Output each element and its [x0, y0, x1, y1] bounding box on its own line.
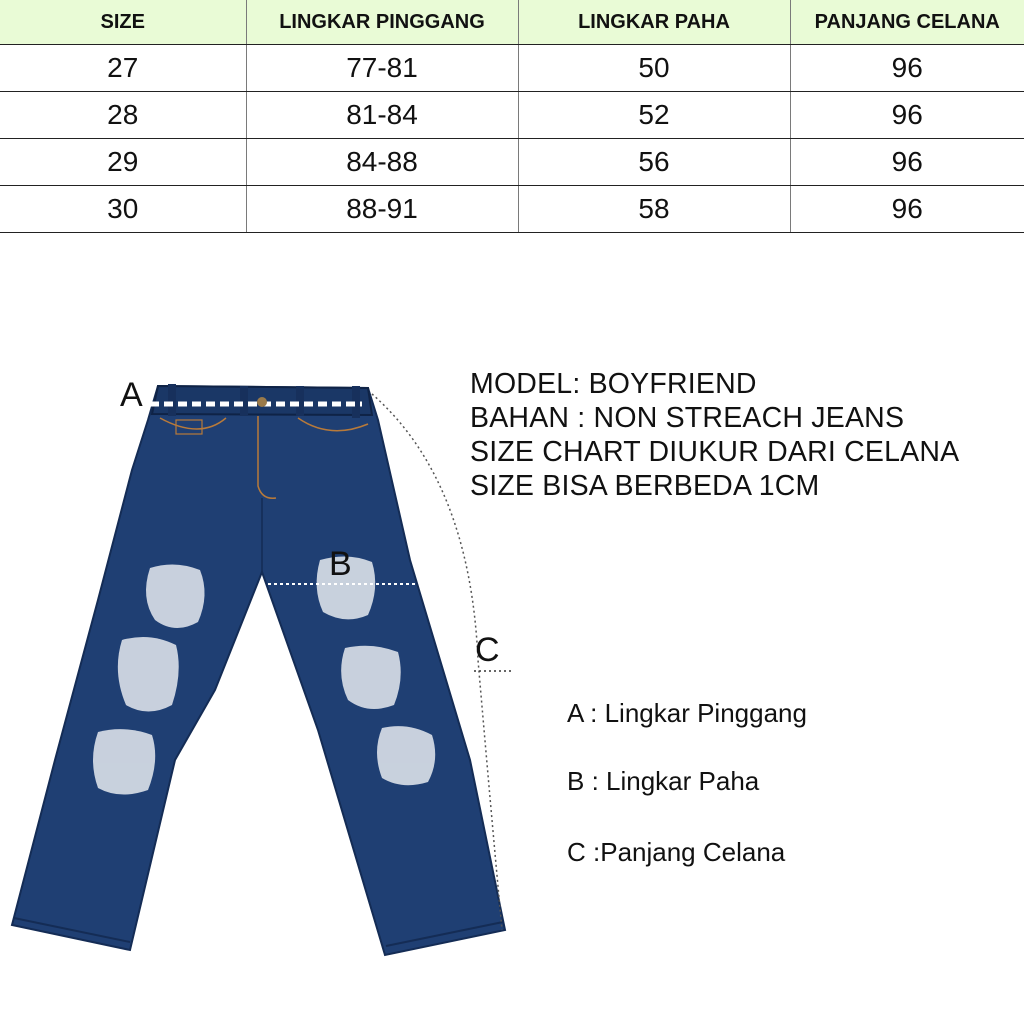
button-icon — [257, 397, 267, 407]
cell-thigh: 52 — [518, 92, 790, 139]
legend-item-b: B : Lingkar Paha — [567, 766, 760, 796]
jeans-illustration — [0, 360, 540, 980]
cell-thigh: 50 — [518, 45, 790, 92]
cell-waist: 84-88 — [246, 139, 518, 186]
table-row — [0, 186, 1024, 233]
info-material: BAHAN : NON STREACH JEANS — [470, 402, 905, 434]
cell-length: 96 — [790, 45, 1024, 92]
cell-waist: 88-91 — [246, 186, 518, 233]
cell-thigh: 58 — [518, 186, 790, 233]
info-size-tolerance: SIZE BISA BERBEDA 1CM — [470, 470, 820, 502]
marker-a: A — [120, 376, 143, 414]
header-lingkar-paha: LINGKAR PAHA — [518, 0, 790, 45]
size-chart-table — [0, 0, 1024, 233]
cell-waist: 81-84 — [246, 92, 518, 139]
cell-thigh: 56 — [518, 139, 790, 186]
cell-waist: 77-81 — [246, 45, 518, 92]
table-row — [0, 45, 1024, 92]
cell-size: 28 — [0, 92, 246, 139]
belt-loop — [296, 386, 304, 416]
cell-length: 96 — [790, 186, 1024, 233]
cell-length: 96 — [790, 92, 1024, 139]
product-info — [470, 367, 959, 503]
legend-item-c: C :Panjang Celana — [567, 837, 786, 867]
cell-size: 29 — [0, 139, 246, 186]
cell-length: 96 — [790, 139, 1024, 186]
info-model: MODEL: BOYFRIEND — [470, 368, 757, 400]
table-row — [0, 92, 1024, 139]
legend-item-a: A : Lingkar Pinggang — [567, 698, 807, 728]
belt-loop — [168, 384, 176, 416]
header-panjang-celana: PANJANG CELANA — [790, 0, 1024, 45]
table-row — [0, 139, 1024, 186]
header-size: SIZE — [0, 0, 246, 45]
info-measured-from: SIZE CHART DIUKUR DARI CELANA — [470, 436, 960, 468]
belt-loop — [240, 386, 248, 416]
header-lingkar-pinggang: LINGKAR PINGGANG — [246, 0, 518, 45]
marker-b: B — [329, 545, 352, 583]
cell-size: 30 — [0, 186, 246, 233]
marker-c: C — [475, 631, 500, 669]
cell-size: 27 — [0, 45, 246, 92]
table-header-row — [0, 0, 1024, 45]
